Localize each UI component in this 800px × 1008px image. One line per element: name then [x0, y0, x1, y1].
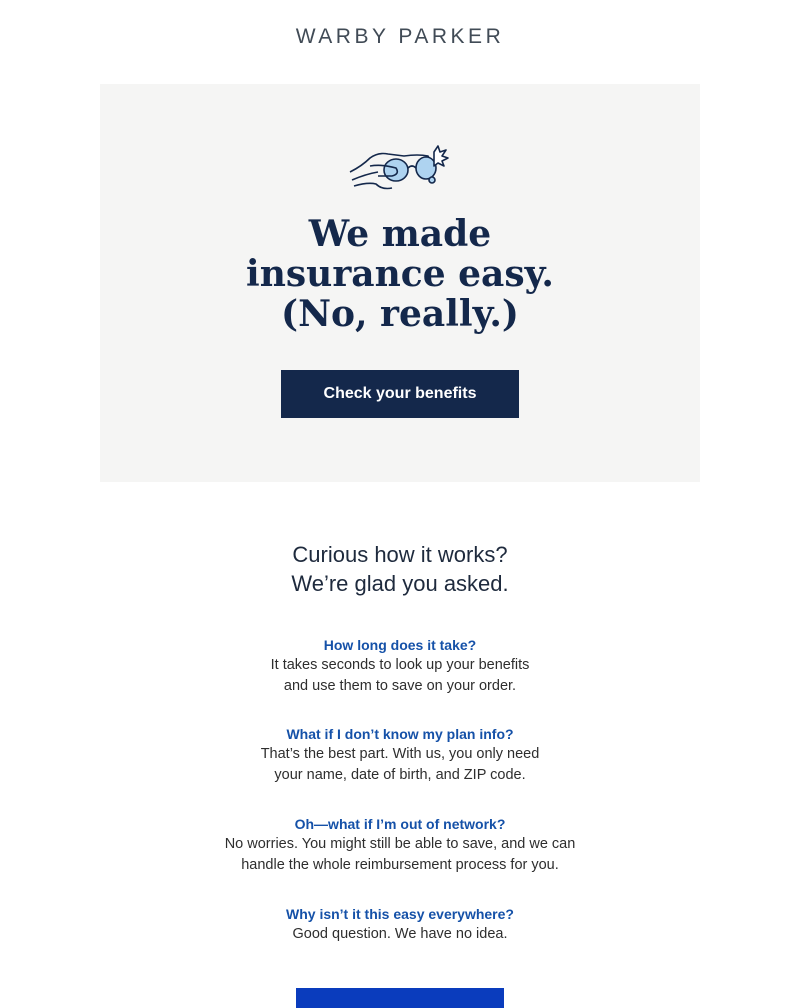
- hero-headline: [100, 214, 700, 334]
- faq-question: How long does it take?: [323, 637, 477, 653]
- brand-logo[interactable]: WARBY PARKER: [295, 25, 505, 48]
- faq-item: [0, 814, 800, 876]
- faq-answer: No worries. You might still be able to save, and we can: [224, 836, 576, 852]
- intro-line: Curious how it works?: [292, 542, 508, 567]
- faq-answer: It takes seconds to look up your benefits: [270, 657, 530, 673]
- faq-answer: That’s the best part. With us, you only need: [260, 746, 540, 762]
- hand-holding-glasses-icon: [348, 144, 452, 194]
- faq-question: What if I don’t know my plan info?: [286, 726, 514, 742]
- bottom-cta-button[interactable]: [296, 988, 504, 1008]
- faq-answer: your name, date of birth, and ZIP code.: [274, 767, 526, 783]
- faq-item: [0, 724, 800, 786]
- check-benefits-button[interactable]: Check your benefits: [281, 370, 519, 418]
- faq-item: [0, 635, 800, 697]
- faq-item: [0, 904, 800, 945]
- faq-answer: Good question. We have no idea.: [292, 926, 508, 942]
- headline-line: We made: [308, 213, 492, 255]
- faq-question: Why isn’t it this easy everywhere?: [286, 906, 514, 922]
- faq-answer: handle the whole reimbursement process for you.: [241, 857, 559, 873]
- faq-answer: and use them to save on your order.: [283, 678, 517, 694]
- headline-line: (No, really.): [281, 293, 519, 335]
- hero-banner: [100, 84, 700, 482]
- faq-question: Oh—what if I’m out of network?: [294, 816, 506, 832]
- headline-line: insurance easy.: [246, 253, 554, 295]
- section-intro: [0, 540, 800, 598]
- intro-line: We’re glad you asked.: [291, 571, 509, 596]
